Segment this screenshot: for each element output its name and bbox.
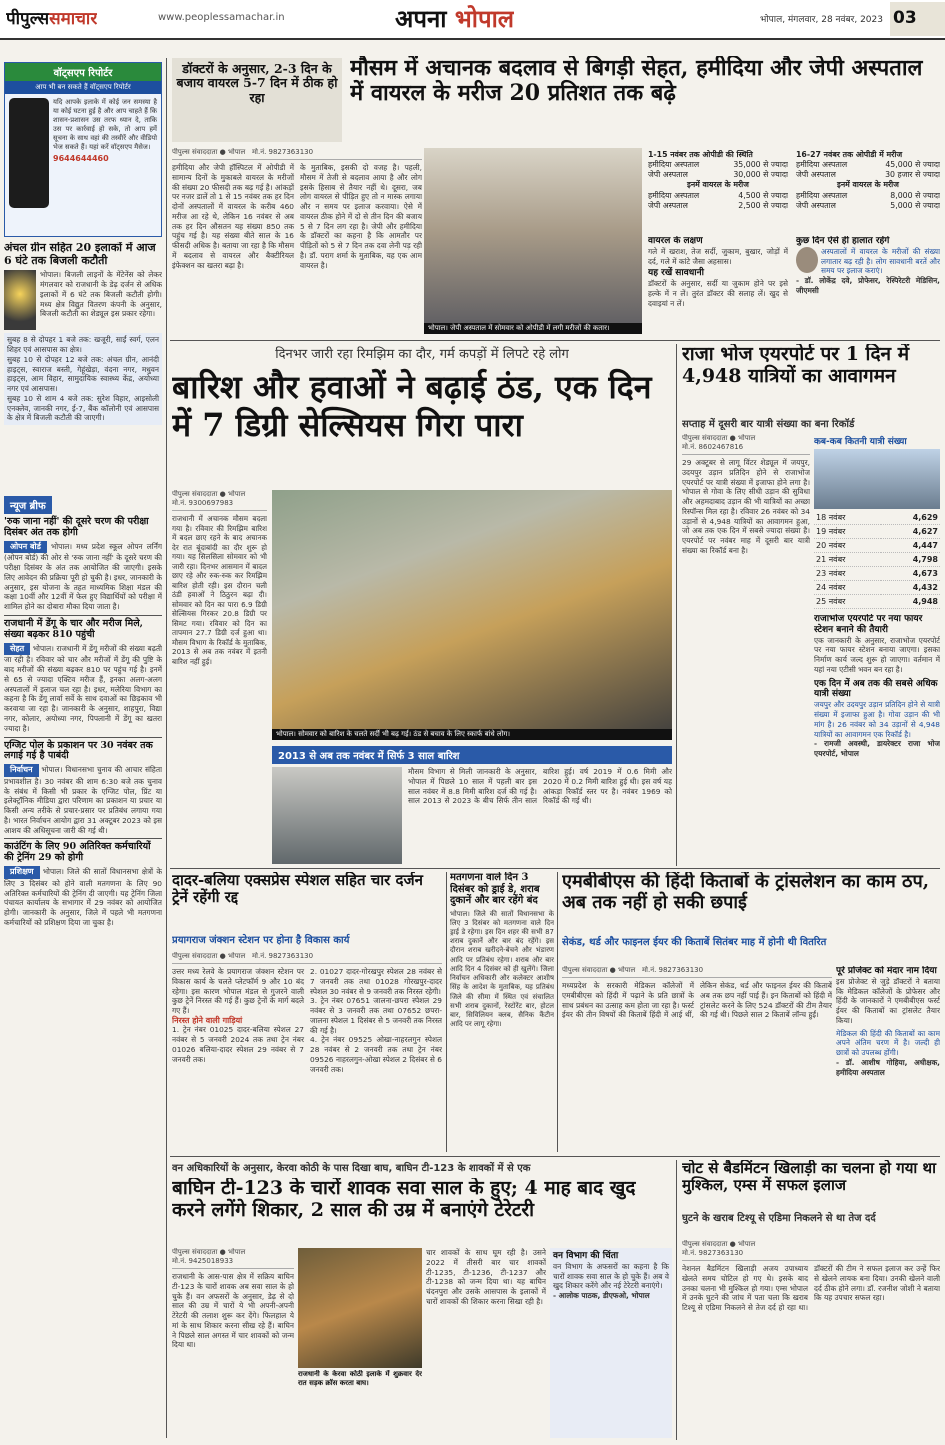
- whatsapp-text: यदि आपके इलाके में कोई जन समस्या है या कोई घटना हुई है और आप चाहते हैं कि शासन-प्रशासन उस तरफ ध्यान दे, ताकि उस पर कार्रवाई हो सके, तो आप हमें सूचना के साथ वहां की तस्वीरें और वीडियो भेज सकते हैं। यहां करें वॉट्सएप मैसेज।: [53, 98, 157, 151]
- row-divider: [170, 340, 940, 341]
- page-number: 03: [893, 8, 917, 28]
- passenger-date: 23 नवंबर: [814, 567, 881, 581]
- tiger-byline: पीपुल्स संवाददाता ● भोपाल मो.नं. 9425018933: [172, 1248, 294, 1269]
- passenger-row: [814, 539, 940, 553]
- brief-headline-3: एग्जिट पोल के प्रकाशन पर 30 नवंबर तक लगाई गई है पाबंदी: [4, 739, 153, 762]
- train-headline: दादर-बलिया एक्सप्रेस स्पेशल सहित चार दर्जन ट्रेनें रहेंगी रद्द: [172, 872, 423, 907]
- brief-headline-2: राजधानी में डेंगू के चार और मरीज मिले, संख्या बढ़कर 810 पहुंची: [4, 617, 143, 640]
- passenger-row: [814, 581, 940, 595]
- mbbs-headline: एमबीबीएस की हिंदी किताबों के ट्रांसलेशन का काम ठप, अब तक नहीं हो सकी छपाई: [562, 872, 929, 913]
- cold-kicker: दिनभर जारी रहा रिमझिम का दौर, गर्म कपड़ों में लिपटे रहे लोग: [275, 347, 569, 362]
- record-text: जयपुर और उदयपुर उड़ान प्रतिदिन होने से यात्री संख्या में इजाफा हुआ है। गोवा उड़ान की भी मांग है। 26 नवंबर को 34 उड़ानों से 4,948 यात्रियों का आवागमन एक रिकॉर्ड है।: [814, 700, 940, 739]
- passenger-table: [814, 511, 940, 609]
- passenger-row: [814, 511, 940, 525]
- badminton-body: [682, 1240, 940, 1438]
- rain-text: मौसम विभाग से मिली जानकारी के अनुसार, भोपाल में पिछले 10 साल में पहली बार इस साल नवंबर में 8.8 मिमी बारिश दर्ज की गई है। साल 2013 से 2023 के बीच सिर्फ तीन साल बारिश हुई। वर्ष 2019 में 0.6 मिमी और 2020 में 0.2 मिमी बारिश हुई थी। इस वर्ष यह आंकड़ा रिकॉर्ड स्तर पर है। नवंबर 1969 को रिकॉर्ड की गई थी।: [408, 767, 672, 806]
- train-body: [172, 952, 442, 1152]
- doctor-avatar: [796, 247, 818, 273]
- power-cut-headline: अंचल ग्रीन सहित 20 इलाकों में आज 6 घंटे तक बिजली कटौती: [4, 242, 156, 267]
- tiger-photo: [298, 1248, 422, 1368]
- mbbs-quote: मेडिकल की हिंदी की किताबों का काम अपने अंतिम चरण में है। जल्दी ही छात्रों को उपलब्ध होंगी।: [836, 1028, 940, 1058]
- passenger-count: 4,798: [881, 553, 940, 567]
- badminton-byline: पीपुल्स संवाददाता ● भोपाल मो.नं. 9827363130: [682, 1240, 940, 1261]
- passenger-count: 4,629: [881, 511, 940, 525]
- viral-photo-caption: भोपाल। जेपी अस्पताल में सोमवार को ओपीडी में लगी मरीजों की कतार।: [424, 323, 642, 334]
- airport-headline: राजा भोज एयरपोर्ट पर 1 दिन में 4,948 यात्रियों का आवागमन: [682, 344, 910, 387]
- tiger-kicker: वन अधिकारियों के अनुसार, केरवा कोठी के पास दिखा बाघ, बाघिन टी-123 के शावकों में से एक: [172, 1163, 531, 1174]
- column-divider: [446, 872, 447, 1152]
- badminton-text: नेशनल बैडमिंटन खिलाड़ी अजय उपाध्याय खेलते समय चोटिल हो गए थे। इसके बाद उनका चलना भी मुश्किल हो गया। एम्स भोपाल में उनके घुटने की जांच में पता चला कि खराब टिश्यू से एडिमा निकलने से तेज दर्द हो रहा था। डॉक्टरों की टीम ने सफल इलाज कर उन्हें फिर से खेलने लायक बना दिया। उनकी खेलने वाली दर्द ठीक होने लगा। डॉ. रजनीश जोशी ने बताया कि यह उपचार सफल रहा।: [682, 1264, 940, 1313]
- passenger-count: 4,627: [881, 525, 940, 539]
- passenger-date: 20 नवंबर: [814, 539, 881, 553]
- mbbs-byline: पीपुल्स संवाददाता ● भोपाल मो.नं. 9827363130: [562, 966, 832, 978]
- passenger-table-title: कब-कब कितनी यात्री संख्या: [814, 437, 907, 447]
- passenger-date: 18 नवंबर: [814, 511, 881, 525]
- rain-road-photo: [272, 767, 402, 864]
- power-cut-text: भोपाल। बिजली लाइनों के मेंटेनेंस को लेकर मंगलवार को राजधानी के डेढ़ दर्जन से अधिक इलाकों में 6 घंटे तक बिजली कटौती होगी। मध्य क्षेत्र विद्युत वितरण कंपनी के अनुसार, बिजली कटौती का शेड्यूल इस प्रकार रहेगा।: [40, 270, 162, 319]
- row-divider: [170, 1156, 940, 1157]
- badminton-headline: चोट से बैडमिंटन खिलाड़ी का चलना हो गया था मुश्किल, एम्स में सफल इलाज: [682, 1160, 936, 1195]
- airport-subhead: सप्ताह में दूसरी बार यात्री संख्या का बना रिकॉर्ड: [682, 419, 855, 430]
- mbbs-side-text: इस प्रोजेक्ट से जुड़े डॉक्टरों ने बताया कि मेडिकल कॉलेजों के प्रोफेसर और हिंदी के जानकारों ने एमबीबीएस फर्स्ट ईयर की किताबों का ट्रांसलेट तैयार किया।: [836, 976, 940, 1025]
- column-divider: [676, 344, 677, 866]
- brief-text-3: निर्वाचन भोपाल। विधानसभा चुनाव की आचार संहिता प्रभावशील है। 30 नवंबर की शाम 6:30 बजे तक चुनाव के संबंध में किसी भी प्रकार के एग्जिट पोल, प्रिंट या इलेक्ट्रॉनिक मीडिया द्वारा परिणाम का प्रकाशन या प्रचार या किसी अन्य तरीके से प्रचार-प्रसार पर प्रतिबंध लगाया गया है। भारत निर्वाचन आयोग द्वारा 31 अक्टूबर 2023 को इस आशय की अधिसूचना जारी की गई थी।: [4, 765, 162, 835]
- viral-text-1: हमीदिया और जेपी हॉस्पिटल में ओपीडी में सामान्य दिनों के मुकाबले वायरल के मरीजों की संख्या 20 फीसदी तक बढ़ गई है। आंकड़ों पर नजर डालें तो 1 से 15 नवंबर तक हर दिन दोनों अस्पतालों में वायरल के करीब 460 मरीज आ रहे थे, लेकिन 16 नवंबर से अब तक हर दिन औसतन यह संख्या 850 तक पहुंच गई है। यह संख्या बीते साल के 16 फीसदी अधिक है। बताया जा रहा है कि मौसम में बदलाव से वायरल और बैक्टीरियल इंफेक्शन का खतरा बढ़ा है।: [172, 163, 294, 270]
- record-quote-by: - रामजी अवस्थी, डायरेक्टर राजा भोज एयरपोर्ट, भोपाल: [814, 739, 940, 759]
- mbbs-quote-by: - डॉ. आशीष गोहिया, अधीक्षक, हमीदिया अस्पताल: [836, 1057, 940, 1077]
- train-item-4: 4. ट्रेन नंबर 09525 ओखा-नाहरलगुन स्पेशल 28 नवंबर से 2 जनवरी तक तथा ट्रेन नंबर 09526 नाहरलगुन-ओखा स्पेशल 2 दिसंबर से 6 जनवरी तक।: [310, 1035, 442, 1074]
- fire-station-text: एक जानकारी के अनुसार, राजाभोज एयरपोर्ट पर नया फायर स्टेशन बनाया जाएगा। इसका निर्माण कार्य जल्द शुरू हो जाएगा। वर्तमान में यहां नया एटीसी भवन बन रहा है।: [814, 635, 940, 674]
- schedule-item: सुबह 10 से शाम 4 बजे तक: सुरेश विहार, आइसोली एनक्लेव, जानकी नगर, ई-7, बैंक कॉलोनी एवं आसपास के क्षेत्र में बिजली कटौती की जाएगी।: [7, 393, 159, 423]
- passenger-row: [814, 553, 940, 567]
- forest-box-text: वन विभाग के अफसरों का कहना है कि चारों शावक सवा साल के हो चुके हैं। अब वे खुद शिकार करेंगे और नई टेरेटरी बनाएंगे।: [553, 1261, 669, 1291]
- passenger-date: 25 नवंबर: [814, 595, 881, 609]
- doctor-quote-box: कुछ दिन ऐसे ही हालात रहेंगे अस्पतालों में वायरल के मरीजों की संख्या लगातार बढ़ रही है। लोग सावधानी बरतें और समय पर इलाज कराएं। - डॉ. लोकेंद्र दवे, प्रोफेसर, रेस्पिरेटरी मेडिसिन, जीएमसी: [796, 236, 940, 295]
- viral-text-2: के मुताबिक, इसकी दो वजह है। पहली, मौसम में तेजी से बदलाव आया है और लोग इसके हिसाब से तैयार नहीं थे। दूसरा, जब लोग वायरल से पीड़ित हुए तो न मास्क लगाया और न समय पर इलाज करवाया। ऐसे में वायरल ठीक होने में दो से तीन दिन की बजाय 5 से 7 दिन लग रहा है। जेपी और हमीदिया के डॉक्टरों का कहना है कि आमतौर पर पीड़ितों को 5 से 7 दिन तक दवा लेनी पड़ रही है। डॉ. पराग शर्मा के मुताबिक, यह एक आम वायरल है।: [300, 163, 422, 270]
- dateline: भोपाल, मंगलवार, 28 नवंबर, 2023: [760, 15, 883, 25]
- whatsapp-phone[interactable]: 9644644460: [53, 153, 109, 163]
- bulb-icon: [4, 270, 36, 330]
- viral-symptoms-box: वायरल के लक्षण गले में खराश, तेज सर्दी, जुकाम, बुखार, जोड़ों में दर्द, गले में कांटे जैसा अहसास। यह रखें सावधानी डॉक्टरों के अनुसार, सर्दी या जुकाम होने पर इसे हल्के में न लें। तुरंत डॉक्टर की सलाह लें। खुद से दवाइयां न लें।: [648, 236, 788, 308]
- column-divider: [166, 58, 167, 1438]
- dry-day-story: [450, 872, 554, 1152]
- forest-box-headline: वन विभाग की चिंता: [553, 1251, 619, 1261]
- brief-tag-1: ओपन बोर्ड: [4, 541, 47, 554]
- power-cut-schedule: [4, 333, 162, 425]
- forest-dept-box: [550, 1248, 672, 1438]
- train-item-2: 2. 01027 दादर-गोरखपुर स्पेशल 28 नवंबर से 7 जनवरी तक तथा 01028 गोरखपुर-दादर स्पेशल 30 नवंबर से 9 जनवरी तक निरस्त रहेगी।: [310, 967, 442, 996]
- cold-text: राजधानी में अचानक मौसम बदला गया है। रविवार की रिमझिम बारिश में बदल छाए रहने के बाद अचानक देर रात बूंदाबांदी का दौर शुरू हो गया। यह सिलसिला सोमवार को भी जारी रहा। दिनभर आसमान में बादल छाए रहे और रुक-रुक कर रिमझिम बारिश होती रही। इस दौरान चली ठंडी हवाओं ने ठिठुरन बढ़ा दी। सोमवार को दिन का पारा 6.9 डिग्री सेल्सियस गिरकर 20.8 डिग्री पर सिमट गया। रविवार को दिन का तापमान 27.7 डिग्री दर्ज हुआ था। मौसम विभाग के रिकॉर्ड के मुताबिक, 2013 से अब तक नवंबर में इतनी बारिश नहीं हुई।: [172, 514, 267, 666]
- airport-side-stories: [814, 614, 940, 864]
- cold-body: [172, 490, 267, 860]
- train-text: उत्तर मध्य रेलवे के प्रयागराज जंक्शन स्टेशन पर विकास कार्य के चलते प्लेटफॉर्म 9 और 10 बंद रहेगा। इस कारण भोपाल मंडल से गुजरने वाली कुछ ट्रेनें निरस्त की गई हैं। कुछ ट्रेनों के मार्ग बदले गए हैं।: [172, 967, 304, 1016]
- viral-side-headline-box: [172, 58, 342, 142]
- whatsapp-subtitle: आप भी बन सकते हैं वॉट्सएप रिपोर्टर: [5, 81, 161, 94]
- brief-text-2: सेहत भोपाल। राजधानी में डेंगू मरीजों की संख्या बढ़ती जा रही है। रविवार को चार और मरीजों में डेंगू की पुष्टि के बाद मरीजों की संख्या बढ़कर 810 पर पहुंच गई है। इनमें से 65 से ज्यादा एक्टिव मरीज हैं, इनका अलग-अलग अस्पतालों में इलाज चल रहा है। इधर, मलेरिया विभाग का कहना है कि डेंगू लार्वा सर्वे के साथ दवाओं का छिड़काव भी करवाया जा रहा है। जानकारी के अनुसार, शाहपुरा, विद्या नगर, कोलार, अयोध्या नगर, पिपलानी में डेंगू का खतरा ज्यादा है।: [4, 643, 162, 733]
- passenger-row: [814, 595, 940, 609]
- brief-tag-2: सेहत: [4, 643, 30, 656]
- badminton-subhead: घुटने के खराब टिश्यू से एडिमा निकलने से था तेज दर्द: [682, 1213, 876, 1224]
- viral-headline: मौसम में अचानक बदलाव से बिगड़ी सेहत, हमीदिया और जेपी अस्पताल में वायरल के मरीज 20 प्रतिशत तक बढ़े: [350, 56, 923, 107]
- airport-body: [682, 434, 810, 864]
- train-subhead: प्रयागराज जंक्शन स्टेशन पर होना है विकास कार्य: [172, 935, 350, 946]
- opd-stats-2: 16-27 नवंबर तक ओपीडी में मरीज हमीदिया अस्पताल 45,000 से ज्यादा जेपी अस्पताल 30 हजार से ज्यादा इनमें वायरल के मरीज हमीदिया अस्पताल 8,000 से ज्यादा जेपी अस्पताल 5,000 से ज्यादा: [796, 150, 940, 210]
- rain-subhead: 2013 से अब तक नवंबर में सिर्फ 3 साल बारिश: [272, 746, 672, 764]
- schedule-item: सुबह 10 से दोपहर 12 बजे तक: अंचल ग्रीन, आनंदी हाइट्स, स्वाराज बस्ती, गेहूंखेड़ा, वंदना नगर, मधुवन हाइट्स, आम विहार, सामुदायिक स्वास्थ्य केंद्र, अयोध्या नगर एवं आसपास।: [7, 354, 159, 394]
- row-divider: [170, 868, 940, 869]
- column-divider: [557, 872, 558, 1152]
- mbbs-text: मध्यप्रदेश के सरकारी मेडिकल कॉलेजों में एमबीबीएस को हिंदी में पढ़ाने के प्रति छात्रों के साथ प्रबंधन का उत्साह कम होता जा रहा है। फर्स्ट ईयर की तीन विषयों की किताबें हिंदी में आई थीं, लेकिन सेकंड, थर्ड और फाइनल ईयर की किताबें अब तक छप नहीं पाई हैं। इन किताबों को हिंदी में ट्रांसलेट करने के लिए 524 डॉक्टरों की टीम तैयार की गई थी। पिछले साल 2 किताबें लॉन्च हुईं।: [562, 981, 832, 1020]
- phone-icon: [9, 98, 49, 208]
- power-cut-story: [4, 242, 162, 482]
- dry-day-headline: मतगणना वाले दिन 3 दिसंबर को ड्राई डे, शराब दुकानें और बार रहेंगे बंद: [450, 872, 540, 906]
- passenger-count: 4,673: [881, 567, 940, 581]
- passenger-date: 21 नवंबर: [814, 553, 881, 567]
- news-brief-column: [4, 494, 162, 1434]
- tiger-text: राजधानी के आस-पास क्षेत्र में सक्रिय बाघिन टी-123 के चारों शावक अब सवा साल के हो चुके हैं। वन अफसरों के अनुसार, डेढ़ से दो साल की उम्र में चारों ये भी अपनी-अपनी टेरेटरी की तलाश शुरू कर देंगे। फिलहाल ये मां के साथ शिकार करना सीख रहे हैं। बाघिन ने पिछले साल अगस्त में चार शावकों को जन्म दिया था।: [172, 1272, 294, 1350]
- whatsapp-reporter-box: [4, 62, 162, 237]
- passenger-date: 19 नवंबर: [814, 525, 881, 539]
- whatsapp-title: वॉट्सएप रिपोर्टर: [5, 63, 161, 81]
- mbbs-side-box: [836, 966, 940, 1152]
- passenger-count: 4,432: [881, 581, 940, 595]
- news-brief-title: न्यूज ब्रीफ: [4, 496, 52, 514]
- train-item-3: 3. ट्रेन नंबर 07651 जालना-छपरा स्पेशल 29 नवंबर से 3 जनवरी तक तथा 07652 छपरा-जालना स्पेशल 1 दिसंबर से 5 जनवरी तक निरस्त की गई है।: [310, 996, 442, 1035]
- tiger-text-2: चार शावकों के साथ घूम रही है। उसने 2022 में तीसरी बार चार शावकों टी-1235, टी-1236, टी-1237 और टी-1238 को जन्म दिया था। यह बाघिन चंदनपुरा और उसके आसपास के इलाकों में चारों शावकों की शिकार करना सिखा रही है।: [426, 1248, 546, 1306]
- viral-side-headline: डॉक्टरों के अनुसार, 2-3 दिन के बजाय वायरल 5-7 दिन में ठीक हो रहा: [176, 61, 338, 105]
- passenger-count: 4,948: [881, 595, 940, 609]
- tiger-body: [172, 1248, 294, 1438]
- brief-tag-4: प्रशिक्षण: [4, 866, 40, 879]
- tiger-photo-caption: राजधानी के केरवा कोठी इलाके में शुक्रवार देर रात सड़क क्रॉस करता बाघ।: [298, 1370, 422, 1388]
- fire-station-headline: राजाभोज एयरपोर्ट पर नया फायर स्टेशन बनाने की तैयारी: [814, 614, 923, 635]
- mbbs-body: [562, 966, 832, 1152]
- newspaper-logo: पीपुल्ससमाचार: [6, 9, 98, 29]
- passenger-date: 24 नवंबर: [814, 581, 881, 595]
- passenger-table-box: [814, 434, 940, 610]
- train-item-1: 1. ट्रेन नंबर 01025 दादर-बलिया स्पेशल 27 नवंबर से 5 जनवरी 2024 तक तथा ट्रेन नंबर 01026 बलिया-दादर स्पेशल 29 नवंबर से 7 जनवरी तक।: [172, 1025, 304, 1064]
- viral-byline: पीपुल्स संवाददाता ● भोपाल मो.नं. 9827363130: [172, 148, 422, 160]
- mbbs-subhead: सेकंड, थर्ड और फाइनल ईयर की किताबें सितंबर माह में होनी थी वितरित: [562, 937, 827, 948]
- cold-byline: पीपुल्स संवाददाता ● भोपाल मो.नं. 9300697983: [172, 490, 267, 511]
- opd-stats-1: 1-15 नवंबर तक ओपीडी की स्थिति हमीदिया अस्पताल 35,000 से ज्यादा जेपी अस्पताल 30,000 से ज्यादा इनमें वायरल के मरीज हमीदिया अस्पताल 4,500 से ज्यादा जेपी अस्पताल 2,500 से ज्यादा: [648, 150, 788, 210]
- airport-byline: पीपुल्स संवाददाता ● भोपाल मो.नं. 8602467816: [682, 434, 810, 455]
- passenger-count: 4,447: [881, 539, 940, 553]
- train-cancel-head: निरस्त होने वाली गाड़ियां: [172, 1015, 243, 1025]
- airplane-photo: [814, 449, 940, 509]
- train-byline: पीपुल्स संवाददाता ● भोपाल मो.नं. 9827363130: [172, 952, 442, 964]
- passenger-row: [814, 525, 940, 539]
- forest-box-by: - आलोक पाठक, डीएफओ, भोपाल: [553, 1291, 650, 1301]
- record-headline: एक दिन में अब तक की सबसे अधिक यात्री संख्या: [814, 678, 938, 700]
- cold-headline: बारिश और हवाओं ने बढ़ाई ठंड, एक दिन में 7 डिग्री सेल्सियस गिरा पारा: [172, 368, 652, 445]
- brief-tag-3: निर्वाचन: [4, 764, 39, 777]
- cold-photo-caption: भोपाल। सोमवार को बारिश के चलते सर्दी भी बढ़ गई। ठंड से बचाव के लिए स्कार्फ बांधे लोग।: [272, 729, 672, 740]
- brief-headline-1: 'रुक जाना नहीं' की दूसरे चरण की परीक्षा दिसंबर अंत तक होगी: [4, 516, 149, 538]
- section-title: अपना भोपाल: [395, 4, 515, 33]
- mbbs-side-headline: पूरे प्रोजेक्ट को मंदार नाम दिया: [836, 966, 937, 976]
- brief-headline-4: काउंटिंग के लिए 90 अतिरिक्त कर्मचारियों की ट्रेनिंग 29 को होगी: [4, 841, 151, 864]
- website-url[interactable]: www.peoplessamachar.in: [158, 12, 285, 23]
- viral-body: [172, 148, 422, 338]
- schedule-item: सुबह 8 से दोपहर 1 बजे तक: खजूरी, साईं स्वर्ग, एलन शिहर एवं आसपास का क्षेत्र।: [7, 335, 159, 355]
- dry-day-text: भोपाल। जिले की सातों विधानसभा के लिए 3 दिसंबर को मतगणना वाले दिन ड्राई डे रहेगा। इस दिन शहर की सभी 87 शराब दुकानें और बार बंद रहेंगे। इस दौरान शराब खरीदने-बेचने और भंडारण आदि पर प्रतिबंध रहेगा। शराब और बार आदि दिन 4 दिसंबर को ही खुलेंगे। जिला निर्वाचन अधिकारी और कलेक्टर आशीष सिंह के आदेश के मुताबिक, यह प्रतिबंध जिले की सीमा में स्थित एवं संचालित सभी शराब दुकानों, रेस्टोरेंट बार, होटल बार, सिविलियन क्लब, सैनिक कैंटीन आदि पर लागू रहेगा।: [450, 909, 554, 1029]
- hospital-queue-photo: [424, 148, 642, 334]
- airport-text: 29 अक्टूबर से लागू विंटर शेड्यूल में जयपुर, उदयपुर उड़ान प्रतिदिन होने से राजाभोज एयरपोर्ट पर यात्री संख्या में इजाफा होने लगा है। भोपाल से गोवा के लिए सीधी उड़ान की सुविधा और अहमदाबाद उड़ान की भी यात्रियों का अच्छा रिस्पॉन्स मिल रहा है। रविवार 26 नवंबर को 34 उड़ानों से 4,948 यात्रियों का आवागमन हुआ, जो अब तक एक दिन में सबसे ज्यादा संख्या है। एयरपोर्ट पर नवंबर माह में दूसरी बार यात्री संख्या का रिकॉर्ड बना है।: [682, 458, 810, 555]
- family-scooter-photo: [272, 490, 672, 740]
- tiger-headline: बाघिन टी-123 के चारों शावक सवा साल के हुए; 4 माह बाद खुद करने लगेंगे शिकार, 2 साल की उम्र में बनाएंगे टेरेटरी: [172, 1178, 636, 1221]
- brief-text-4: प्रशिक्षण भोपाल। जिले की सातों विधानसभा क्षेत्रों के लिए 3 दिसंबर को होने वाली मतगणना के लिए 90 अतिरिक्त कर्मचारियों की ट्रेनिंग दी जाएगी। यह ट्रेनिंग जिला पंचायत कार्यालय के सभागार में 29 नवंबर को आयोजित होगी। जानकारी के अनुसार, जिले में पहले भी मतगणना कर्मचारियों को प्रशिक्षण दिया जा चुका है।: [4, 867, 162, 927]
- column-divider: [676, 1160, 677, 1440]
- brief-text-1: ओपन बोर्ड भोपाल। मध्य प्रदेश स्कूल ओपन लर्निंग (ओपन बोर्ड) की ओर से 'रुक जाना नहीं' के दूसरे चरण की परीक्षा दिसंबर के अंत तक आयोजित की जाएगी। इसके लिए आवेदन की प्रक्रिया पूरी हो चुकी है। इधर, जानकारी के अनुसार, इस योजना के तहत माध्यमिक शिक्षा मंडल की कक्षा 10वीं और 12वीं में फेल हुए विद्यार्थियों को परीक्षा में शामिल होने का दोबारा मौका दिया जाता है।: [4, 541, 162, 612]
- rain-sub-story: [272, 746, 672, 864]
- passenger-row: [814, 567, 940, 581]
